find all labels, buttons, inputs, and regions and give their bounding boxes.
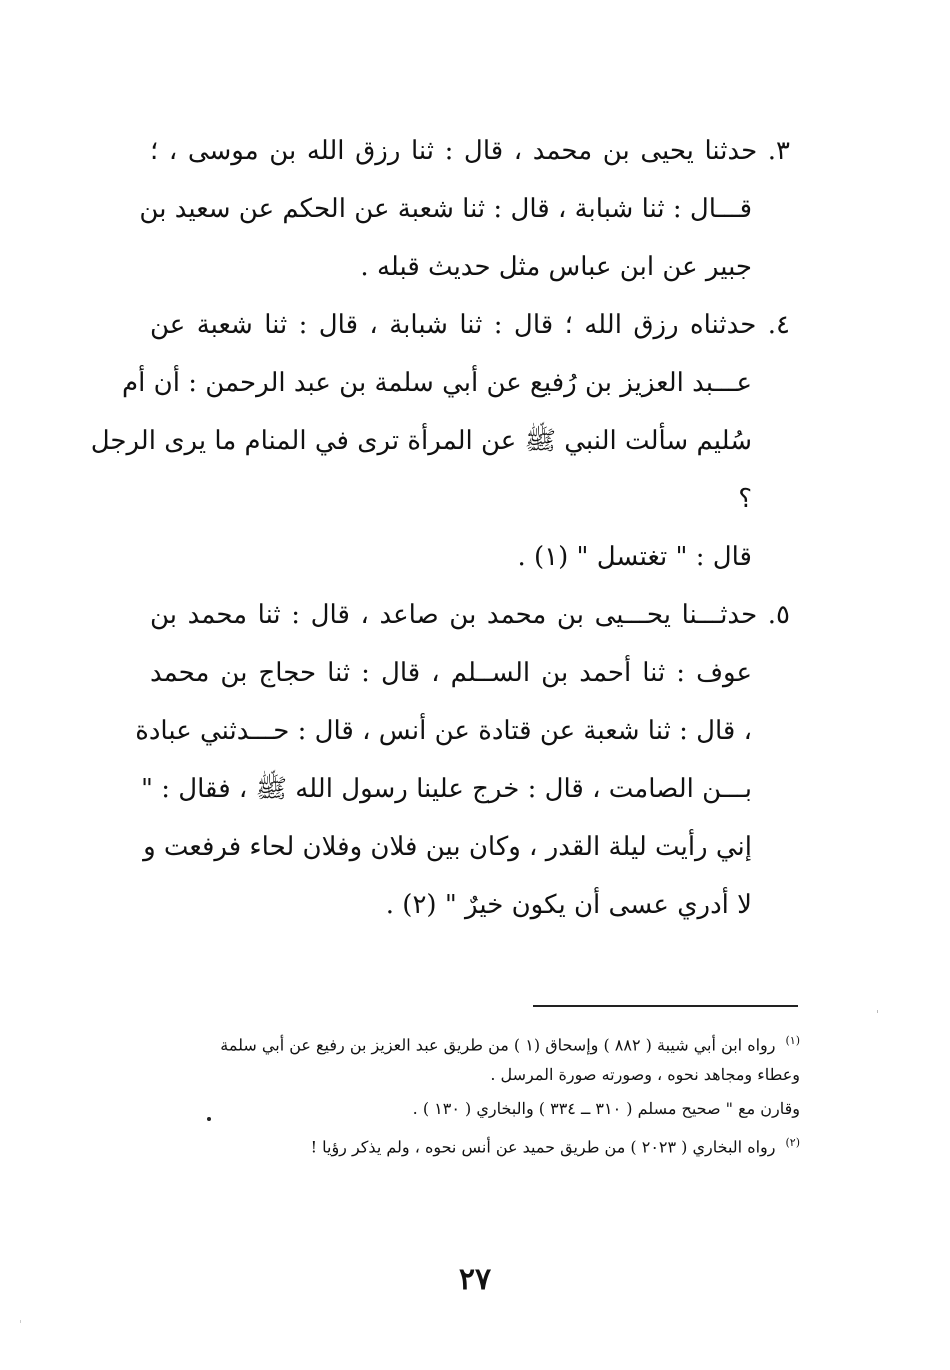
footnote-2-text: رواه البخاري ( ٢٠٢٣ ) من طريق حميد عن أنس نحوه ، ولم يذكر رؤيا ! [310,1137,776,1157]
footnote-2-line-1 [150,1126,800,1160]
hadith-4-line-1: ٤. حدثناه رزق الله ؛ قال : ثنا شبابة ، قال : ثنا شعبة عن [150,310,790,340]
scan-mark-right [877,1010,878,1013]
hadith-4-line-2: عـــبد العزيز بن رُفيع عن أبي سلمة بن عبد الرحمن : أن أم [122,368,752,398]
hadith-5-line-2: عوف : ثنا أحمد بن الســلم ، قال : ثنا حجاج بن محمد [150,658,752,688]
hadith-5-line-4: بـــن الصامت ، قال : خرج علينا رسول الله ﷺ ، فقال : " [141,774,752,804]
hadith-3-line-3: جبير عن ابن عباس مثل حديث قبله . [360,252,752,282]
footnote-1-line-1 [150,1024,800,1058]
footnote-1-line-2: وعطاء ومجاهد نحوه ، وصورته صورة المرسل . [490,1065,800,1084]
hadith-4 [90,296,790,586]
hadith-4-line-3: سُليم سألت النبي ﷺ عن المرأة ترى في المنام ما يرى الرجل [90,426,752,456]
hadith-3-line-2: قـــال : ثنا شبابة ، قال : ثنا شعبة عن الحكم عن سعيد بن [139,194,752,224]
footnote-separator [533,1005,798,1007]
hadith-5-line-1: ٥. حدثـــنا يحـــيى بن محمد بن صاعد ، قال : ثنا محمد بن [150,600,790,630]
footnotes [150,1024,800,1160]
hadith-5-line-6: لا أدري عسى أن يكون خيرٌ " (٢) . [385,890,752,920]
footnote-1-text: رواه ابن أبي شيبة ( ٨٨٢ ) وإسحاق (١ ) من طريق عبد العزيز بن رفيع عن أبي سلمة [220,1035,776,1055]
scan-mark-left [20,1320,21,1323]
footnote-1-marker: (١) [785,1034,800,1047]
hadith-4-line-4: ؟ [738,484,752,514]
footnote-1-line-3: وقارن مع " صحيح مسلم ( ٣١٠ ــ ٣٣٤ ) والبخاري ( ١٣٠ ) . [412,1099,800,1118]
hadith-5 [135,586,790,934]
main-text [90,122,790,934]
hadith-4-line-5: قال : " تغتسل " (١) . [517,542,752,572]
hadith-5-line-5: إني رأيت ليلة القدر ، وكان بين فلان وفلان لحاء فرفعت و [143,832,752,862]
hadith-5-line-3: ، قال : ثنا شعبة عن قتادة عن أنس ، قال : حـــدثني عبادة [135,716,752,746]
footnote-2-marker: (٢) [785,1136,800,1149]
hadith-3 [139,122,790,296]
page-number: ٢٧ [458,1262,492,1297]
stray-dot [207,1117,211,1121]
hadith-3-line-1: ٣. حدثنا يحيى بن محمد ، قال : ثنا رزق الله بن موسى ، ؛ [150,136,790,166]
